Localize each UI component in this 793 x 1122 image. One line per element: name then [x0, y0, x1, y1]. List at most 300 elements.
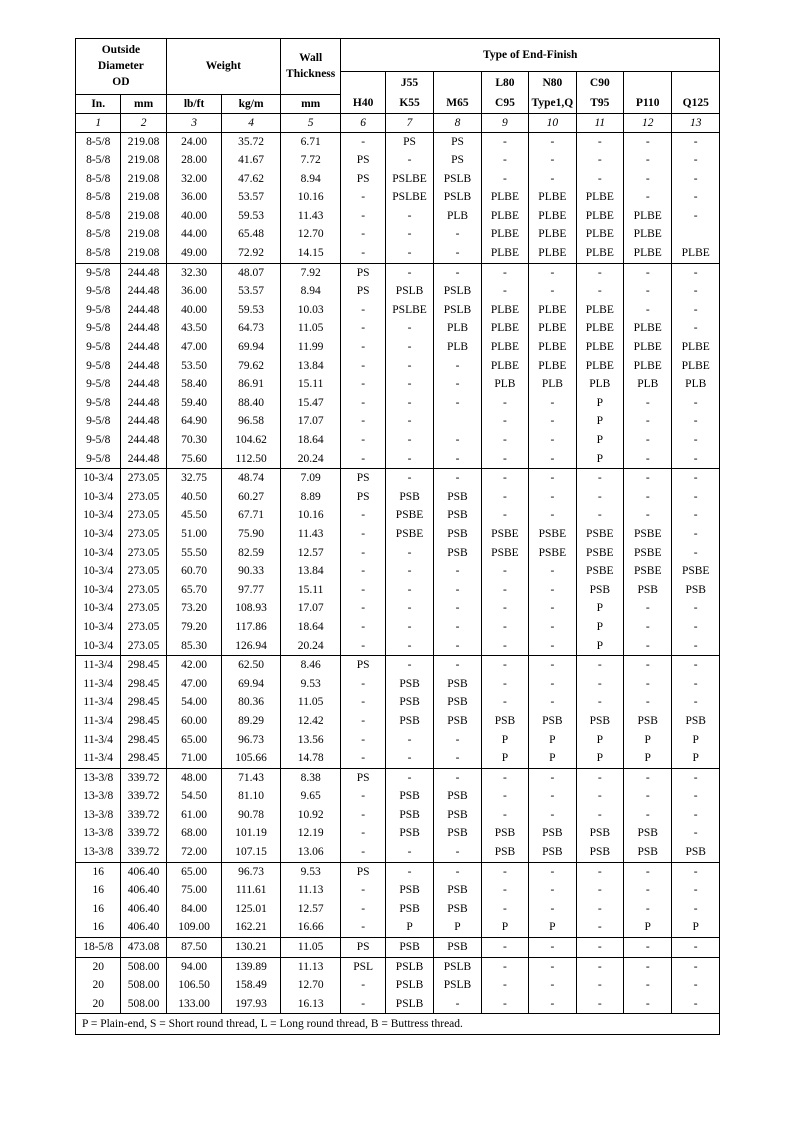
cell-col-3: 85.30 — [166, 637, 222, 656]
cell-col-3: 60.70 — [166, 562, 222, 581]
cell-col-2: 244.48 — [121, 282, 166, 301]
cell-col-5: 12.70 — [280, 976, 341, 995]
cell-col-9: P — [481, 749, 528, 768]
cell-col-5: 18.64 — [280, 431, 341, 450]
cell-col-3: 109.00 — [166, 918, 222, 937]
cell-col-9: - — [481, 412, 528, 431]
cell-col-6: - — [341, 712, 385, 731]
cell-col-7: - — [385, 599, 433, 618]
cell-col-1: 9-5/8 — [76, 450, 121, 469]
grade-top-12 — [624, 72, 672, 95]
cell-col-10: - — [529, 581, 576, 600]
table-row — [76, 581, 720, 600]
cell-col-9: - — [481, 862, 528, 881]
table-row — [76, 263, 720, 282]
cell-col-4: 96.73 — [222, 731, 281, 750]
cell-col-9: PSB — [481, 712, 528, 731]
cell-col-12: - — [624, 450, 672, 469]
cell-col-9: - — [481, 394, 528, 413]
cell-col-11: PLBE — [576, 188, 623, 207]
cell-col-11: PLBE — [576, 225, 623, 244]
cell-col-8: PSB — [434, 806, 481, 825]
cell-col-8: - — [434, 995, 481, 1014]
cell-col-11: - — [576, 862, 623, 881]
cell-col-6: - — [341, 824, 385, 843]
cell-col-9: - — [481, 957, 528, 976]
cell-col-9: - — [481, 562, 528, 581]
cell-col-5: 9.53 — [280, 675, 341, 694]
table-row — [76, 394, 720, 413]
cell-col-3: 40.00 — [166, 301, 222, 320]
cell-col-10: PSB — [529, 824, 576, 843]
cell-col-12: - — [624, 938, 672, 958]
cell-col-5: 18.64 — [280, 618, 341, 637]
cell-col-12: - — [624, 995, 672, 1014]
cell-col-4: 75.90 — [222, 525, 281, 544]
cell-col-13: P — [672, 731, 720, 750]
cell-col-11: - — [576, 170, 623, 189]
cell-col-7: PSB — [385, 900, 433, 919]
cell-col-5: 9.53 — [280, 862, 341, 881]
cell-col-4: 97.77 — [222, 581, 281, 600]
cell-col-13: - — [672, 787, 720, 806]
cell-col-12: P — [624, 918, 672, 937]
cell-col-7: - — [385, 469, 433, 488]
cell-col-10: - — [529, 995, 576, 1014]
cell-col-12: - — [624, 488, 672, 507]
footnote: P = Plain-end, S = Short round thread, L = Long round thread, B = Buttress thread. — [76, 1014, 720, 1035]
grade-bottom-9: C95 — [481, 94, 528, 113]
cell-col-1: 9-5/8 — [76, 375, 121, 394]
cell-col-9: - — [481, 488, 528, 507]
cell-col-6: - — [341, 412, 385, 431]
cell-col-5: 13.06 — [280, 843, 341, 862]
cell-col-2: 298.45 — [121, 693, 166, 712]
cell-col-9: - — [481, 900, 528, 919]
table-row — [76, 995, 720, 1014]
table-row — [76, 319, 720, 338]
cell-col-3: 36.00 — [166, 188, 222, 207]
cell-col-7: PSB — [385, 712, 433, 731]
cell-col-7: - — [385, 581, 433, 600]
table-row — [76, 938, 720, 958]
cell-col-6: - — [341, 995, 385, 1014]
cell-col-11: PSB — [576, 712, 623, 731]
cell-col-13: - — [672, 806, 720, 825]
cell-col-13: - — [672, 599, 720, 618]
cell-col-1: 13-3/8 — [76, 843, 121, 862]
cell-col-13: - — [672, 412, 720, 431]
table-row — [76, 712, 720, 731]
cell-col-7: PSLB — [385, 995, 433, 1014]
cell-col-6: - — [341, 525, 385, 544]
cell-col-2: 273.05 — [121, 488, 166, 507]
cell-col-9: PLBE — [481, 225, 528, 244]
cell-col-7: - — [385, 151, 433, 170]
cell-col-1: 13-3/8 — [76, 768, 121, 787]
cell-col-6: - — [341, 562, 385, 581]
cell-col-10: - — [529, 151, 576, 170]
cell-col-7: PSB — [385, 675, 433, 694]
cell-col-3: 68.00 — [166, 824, 222, 843]
table-row — [76, 843, 720, 862]
cell-col-3: 84.00 — [166, 900, 222, 919]
table-row — [76, 170, 720, 189]
cell-col-6: - — [341, 375, 385, 394]
cell-col-8: - — [434, 375, 481, 394]
cell-col-1: 20 — [76, 976, 121, 995]
header-od-line1: Outside — [101, 44, 141, 57]
cell-col-10: PLB — [529, 375, 576, 394]
cell-col-6: - — [341, 301, 385, 320]
grade-top-13 — [672, 72, 720, 95]
cell-col-3: 48.00 — [166, 768, 222, 787]
cell-col-4: 79.62 — [222, 357, 281, 376]
cell-col-6: PS — [341, 488, 385, 507]
cell-col-4: 96.58 — [222, 412, 281, 431]
cell-col-7: PSLBE — [385, 170, 433, 189]
cell-col-5: 11.05 — [280, 938, 341, 958]
cell-col-8: PSLB — [434, 170, 481, 189]
cell-col-6: - — [341, 188, 385, 207]
cell-col-11: PLBE — [576, 357, 623, 376]
cell-col-4: 69.94 — [222, 675, 281, 694]
cell-col-2: 244.48 — [121, 263, 166, 282]
cell-col-4: 130.21 — [222, 938, 281, 958]
cell-col-8: PSLB — [434, 301, 481, 320]
cell-col-9: - — [481, 170, 528, 189]
cell-col-6: - — [341, 207, 385, 226]
cell-col-5: 13.56 — [280, 731, 341, 750]
cell-col-8: PS — [434, 132, 481, 151]
table-row — [76, 881, 720, 900]
cell-col-13: - — [672, 544, 720, 563]
cell-col-1: 9-5/8 — [76, 282, 121, 301]
cell-col-9: - — [481, 263, 528, 282]
column-number-3: 3 — [166, 113, 222, 132]
cell-col-5: 20.24 — [280, 637, 341, 656]
cell-col-10: P — [529, 918, 576, 937]
cell-col-10: - — [529, 881, 576, 900]
grade-bottom-12: P110 — [624, 94, 672, 113]
cell-col-11: PLBE — [576, 207, 623, 226]
cell-col-13: - — [672, 957, 720, 976]
unit-col-2: mm — [121, 94, 166, 113]
cell-col-2: 273.05 — [121, 618, 166, 637]
cell-col-10: - — [529, 562, 576, 581]
cell-col-7: - — [385, 862, 433, 881]
cell-col-8: - — [434, 581, 481, 600]
cell-col-1: 11-3/4 — [76, 749, 121, 768]
column-number-7: 7 — [385, 113, 433, 132]
cell-col-1: 10-3/4 — [76, 469, 121, 488]
cell-col-10: - — [529, 506, 576, 525]
cell-col-1: 18-5/8 — [76, 938, 121, 958]
cell-col-6: PS — [341, 768, 385, 787]
cell-col-12: P — [624, 749, 672, 768]
grade-top-7: J55 — [385, 72, 433, 95]
cell-col-11: PLB — [576, 375, 623, 394]
cell-col-1: 11-3/4 — [76, 675, 121, 694]
cell-col-10: PSB — [529, 843, 576, 862]
cell-col-1: 9-5/8 — [76, 412, 121, 431]
cell-col-9: PLBE — [481, 188, 528, 207]
cell-col-8: PSLB — [434, 282, 481, 301]
cell-col-12: PLBE — [624, 319, 672, 338]
cell-col-3: 65.00 — [166, 862, 222, 881]
cell-col-1: 8-5/8 — [76, 244, 121, 263]
cell-col-1: 16 — [76, 900, 121, 919]
cell-col-11: P — [576, 412, 623, 431]
cell-col-6: PS — [341, 151, 385, 170]
cell-col-10: - — [529, 693, 576, 712]
cell-col-11: P — [576, 731, 623, 750]
cell-col-2: 244.48 — [121, 319, 166, 338]
cell-col-2: 473.08 — [121, 938, 166, 958]
cell-col-9: P — [481, 731, 528, 750]
cell-col-3: 40.00 — [166, 207, 222, 226]
cell-col-2: 339.72 — [121, 768, 166, 787]
cell-col-11: - — [576, 976, 623, 995]
cell-col-10: - — [529, 132, 576, 151]
cell-col-1: 11-3/4 — [76, 731, 121, 750]
cell-col-1: 8-5/8 — [76, 207, 121, 226]
cell-col-6: - — [341, 544, 385, 563]
cell-col-10: - — [529, 170, 576, 189]
table-row — [76, 768, 720, 787]
table-row — [76, 151, 720, 170]
cell-col-3: 72.00 — [166, 843, 222, 862]
table-row — [76, 301, 720, 320]
cell-col-4: 89.29 — [222, 712, 281, 731]
cell-col-7: - — [385, 431, 433, 450]
cell-col-4: 112.50 — [222, 450, 281, 469]
cell-col-4: 96.73 — [222, 862, 281, 881]
cell-col-5: 15.11 — [280, 581, 341, 600]
cell-col-4: 53.57 — [222, 188, 281, 207]
table-row — [76, 656, 720, 675]
cell-col-9: PSBE — [481, 525, 528, 544]
cell-col-13: - — [672, 824, 720, 843]
cell-col-1: 10-3/4 — [76, 525, 121, 544]
grade-top-9: L80 — [481, 72, 528, 95]
grade-top-6 — [341, 72, 385, 95]
cell-col-3: 47.00 — [166, 675, 222, 694]
cell-col-9: - — [481, 881, 528, 900]
cell-col-12: - — [624, 693, 672, 712]
cell-col-4: 111.61 — [222, 881, 281, 900]
cell-col-2: 219.08 — [121, 151, 166, 170]
cell-col-2: 508.00 — [121, 995, 166, 1014]
cell-col-12: - — [624, 412, 672, 431]
cell-col-12: - — [624, 394, 672, 413]
cell-col-2: 339.72 — [121, 806, 166, 825]
cell-col-6: PS — [341, 862, 385, 881]
cell-col-2: 406.40 — [121, 881, 166, 900]
cell-col-6: - — [341, 843, 385, 862]
cell-col-7: PSB — [385, 824, 433, 843]
cell-col-10: PLBE — [529, 244, 576, 263]
cell-col-9: - — [481, 599, 528, 618]
cell-col-2: 508.00 — [121, 976, 166, 995]
cell-col-1: 13-3/8 — [76, 787, 121, 806]
cell-col-6: - — [341, 881, 385, 900]
cell-col-9: - — [481, 151, 528, 170]
cell-col-5: 14.78 — [280, 749, 341, 768]
cell-col-6: PS — [341, 656, 385, 675]
cell-col-8: PSB — [434, 881, 481, 900]
cell-col-10: - — [529, 412, 576, 431]
cell-col-6: - — [341, 900, 385, 919]
cell-col-11: - — [576, 995, 623, 1014]
cell-col-11: - — [576, 151, 623, 170]
cell-col-4: 81.10 — [222, 787, 281, 806]
cell-col-10: PLBE — [529, 357, 576, 376]
cell-col-7: - — [385, 562, 433, 581]
table-row — [76, 693, 720, 712]
cell-col-6: - — [341, 132, 385, 151]
cell-col-13: - — [672, 525, 720, 544]
cell-col-10: - — [529, 263, 576, 282]
cell-col-6: PS — [341, 282, 385, 301]
cell-col-2: 219.08 — [121, 225, 166, 244]
cell-col-3: 32.00 — [166, 170, 222, 189]
header-end-finish: Type of End-Finish — [341, 39, 720, 72]
header-od-line3: OD — [112, 76, 130, 89]
table-row — [76, 282, 720, 301]
cell-col-8: PSLB — [434, 976, 481, 995]
cell-col-8: - — [434, 749, 481, 768]
cell-col-5: 10.16 — [280, 188, 341, 207]
cell-col-1: 8-5/8 — [76, 132, 121, 151]
cell-col-9: - — [481, 787, 528, 806]
cell-col-8: PSB — [434, 787, 481, 806]
cell-col-12: P — [624, 731, 672, 750]
cell-col-5: 15.11 — [280, 375, 341, 394]
cell-col-8: PSLB — [434, 957, 481, 976]
cell-col-3: 24.00 — [166, 132, 222, 151]
cell-col-10: PLBE — [529, 225, 576, 244]
cell-col-10: - — [529, 618, 576, 637]
column-number-10: 10 — [529, 113, 576, 132]
cell-col-3: 40.50 — [166, 488, 222, 507]
cell-col-4: 65.48 — [222, 225, 281, 244]
cell-col-2: 406.40 — [121, 862, 166, 881]
cell-col-6: PS — [341, 469, 385, 488]
cell-col-6: - — [341, 506, 385, 525]
cell-col-7: - — [385, 768, 433, 787]
cell-col-9: - — [481, 637, 528, 656]
cell-col-1: 20 — [76, 957, 121, 976]
cell-col-11: PLBE — [576, 338, 623, 357]
cell-col-3: 32.75 — [166, 469, 222, 488]
cell-col-13: P — [672, 918, 720, 937]
cell-col-9: PLBE — [481, 301, 528, 320]
cell-col-1: 9-5/8 — [76, 301, 121, 320]
cell-col-7: - — [385, 338, 433, 357]
cell-col-5: 7.92 — [280, 263, 341, 282]
cell-col-13: - — [672, 450, 720, 469]
cell-col-13: - — [672, 862, 720, 881]
column-number-1: 1 — [76, 113, 121, 132]
cell-col-12: - — [624, 862, 672, 881]
cell-col-13: PLBE — [672, 338, 720, 357]
table-row — [76, 862, 720, 881]
cell-col-3: 61.00 — [166, 806, 222, 825]
cell-col-4: 88.40 — [222, 394, 281, 413]
cell-col-3: 65.00 — [166, 731, 222, 750]
cell-col-7: PSB — [385, 488, 433, 507]
cell-col-6: PS — [341, 263, 385, 282]
cell-col-12: PSBE — [624, 562, 672, 581]
cell-col-9: PLBE — [481, 244, 528, 263]
cell-col-13: - — [672, 151, 720, 170]
cell-col-10: - — [529, 957, 576, 976]
header-column-numbers-row — [76, 113, 720, 132]
cell-col-12: - — [624, 301, 672, 320]
cell-col-12: - — [624, 469, 672, 488]
cell-col-8: PSB — [434, 693, 481, 712]
cell-col-6: - — [341, 599, 385, 618]
cell-col-3: 79.20 — [166, 618, 222, 637]
cell-col-11: PSBE — [576, 525, 623, 544]
cell-col-5: 7.72 — [280, 151, 341, 170]
cell-col-4: 197.93 — [222, 995, 281, 1014]
cell-col-2: 273.05 — [121, 469, 166, 488]
cell-col-3: 70.30 — [166, 431, 222, 450]
cell-col-5: 17.07 — [280, 412, 341, 431]
cell-col-9: - — [481, 506, 528, 525]
cell-col-12: PSB — [624, 824, 672, 843]
cell-col-7: - — [385, 207, 433, 226]
cell-col-3: 64.90 — [166, 412, 222, 431]
cell-col-7: - — [385, 319, 433, 338]
cell-col-10: - — [529, 787, 576, 806]
table-row — [76, 618, 720, 637]
cell-col-3: 44.00 — [166, 225, 222, 244]
cell-col-10: - — [529, 637, 576, 656]
cell-col-4: 82.59 — [222, 544, 281, 563]
table-row — [76, 412, 720, 431]
cell-col-7: PSB — [385, 693, 433, 712]
cell-col-5: 10.16 — [280, 506, 341, 525]
column-number-4: 4 — [222, 113, 281, 132]
cell-col-3: 65.70 — [166, 581, 222, 600]
cell-col-10: - — [529, 675, 576, 694]
cell-col-1: 20 — [76, 995, 121, 1014]
cell-col-4: 60.27 — [222, 488, 281, 507]
cell-col-8: - — [434, 357, 481, 376]
cell-col-6: - — [341, 357, 385, 376]
cell-col-2: 339.72 — [121, 824, 166, 843]
cell-col-9: PSB — [481, 843, 528, 862]
cell-col-10: - — [529, 282, 576, 301]
cell-col-2: 273.05 — [121, 562, 166, 581]
cell-col-12: PLBE — [624, 338, 672, 357]
cell-col-9: - — [481, 693, 528, 712]
table-row — [76, 918, 720, 937]
cell-col-7: - — [385, 244, 433, 263]
header-wall-line1: Wall — [299, 52, 323, 65]
cell-col-6: - — [341, 731, 385, 750]
cell-col-6: - — [341, 244, 385, 263]
table-row — [76, 506, 720, 525]
cell-col-8: - — [434, 618, 481, 637]
cell-col-7: - — [385, 731, 433, 750]
table-row — [76, 957, 720, 976]
cell-col-1: 11-3/4 — [76, 656, 121, 675]
cell-col-3: 49.00 — [166, 244, 222, 263]
